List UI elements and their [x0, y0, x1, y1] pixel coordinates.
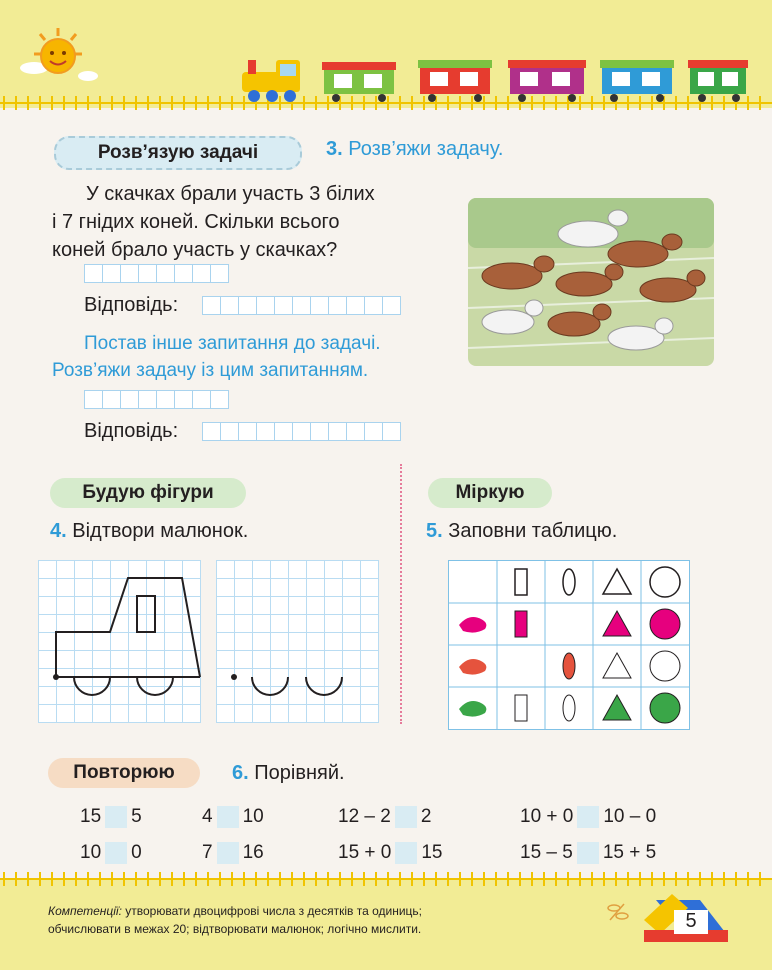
compare-left: 10	[80, 842, 102, 863]
extra-line-2: Розв’яжи задачу із цим запитанням.	[52, 360, 369, 381]
problem-line-2: і 7 гнідих коней. Скільки всього	[52, 211, 340, 233]
page-number: 5	[685, 910, 697, 932]
compare-item	[80, 842, 142, 864]
compare-left: 7	[202, 842, 213, 863]
compare-left: 12 – 2	[338, 806, 391, 827]
compare-box[interactable]	[395, 842, 417, 864]
compare-box[interactable]	[217, 806, 239, 828]
compare-left: 15 + 0	[338, 842, 392, 863]
section-repeat-label: Повторюю	[48, 758, 200, 788]
compare-item	[520, 806, 656, 828]
task3-problem	[52, 180, 442, 264]
compare-box[interactable]	[577, 842, 599, 864]
horses-race-image	[468, 198, 714, 366]
compare-item	[520, 842, 656, 864]
copy-start-drawing	[216, 560, 379, 723]
task3-heading	[326, 138, 503, 161]
solution-cells-1[interactable]	[84, 264, 228, 283]
compare-right: 16	[242, 842, 264, 863]
problem-line-1: У скачках брали участь 3 білих	[86, 183, 375, 205]
dragonfly-icon	[604, 900, 630, 924]
compare-item	[338, 806, 431, 828]
compare-right: 15 + 5	[602, 842, 657, 863]
compare-right: 2	[420, 806, 432, 827]
task5-instruction: Заповни таблицю.	[448, 520, 618, 542]
task3-instruction: Розв’яжи задачу.	[348, 138, 504, 160]
footer-fence	[0, 872, 772, 886]
compare-item	[202, 842, 264, 864]
compare-right: 15	[421, 842, 443, 863]
competencies-line-2: обчислювати в межах 20; відтворювати малюнок; логічно мислити.	[48, 922, 422, 936]
competencies-label: Компетенції:	[48, 904, 122, 918]
section-solve-label: Розв’язую задачі	[54, 136, 302, 170]
task6-number: 6.	[232, 762, 249, 784]
extra-line-1: Постав інше запитання до задачі.	[84, 333, 381, 354]
competencies-line-1: утворювати двоцифрові числа з десятків та одиниць;	[121, 904, 422, 918]
sun-icon	[14, 24, 98, 90]
compare-box[interactable]	[577, 806, 599, 828]
answer-cells-2[interactable]	[202, 422, 400, 441]
answer-label-1: Відповідь:	[84, 294, 179, 316]
solution-cells-2[interactable]	[84, 390, 228, 409]
task5-number: 5.	[426, 520, 443, 542]
task6-heading	[232, 762, 345, 785]
section-think-label: Міркую	[428, 478, 552, 508]
compare-box[interactable]	[105, 806, 127, 828]
compare-left: 10 + 0	[520, 806, 574, 827]
compare-left: 4	[202, 806, 213, 827]
compare-item	[80, 806, 142, 828]
answer-label-2: Відповідь:	[84, 420, 179, 442]
compare-right: 5	[131, 806, 142, 827]
compare-box[interactable]	[105, 842, 127, 864]
compare-item	[338, 842, 443, 864]
problem-line-3: коней брало участь у скачках?	[52, 239, 338, 261]
task3-extra	[52, 330, 462, 384]
train-icon	[232, 50, 748, 108]
answer-cells-1[interactable]	[202, 296, 400, 315]
compare-item	[202, 806, 264, 828]
fill-table-drawing	[449, 561, 689, 729]
compare-right: 10 – 0	[603, 806, 657, 827]
compare-right: 0	[131, 842, 142, 863]
compare-box[interactable]	[217, 842, 239, 864]
compare-left: 15	[80, 806, 102, 827]
task3-number: 3.	[326, 138, 343, 160]
task4-heading	[50, 520, 248, 543]
task6-instruction: Порівняй.	[254, 762, 345, 784]
compare-box[interactable]	[395, 806, 417, 828]
compare-right: 10	[242, 806, 264, 827]
task4-number: 4.	[50, 520, 67, 542]
compare-left: 15 – 5	[520, 842, 573, 863]
column-divider	[400, 464, 402, 724]
task5-heading	[426, 520, 617, 543]
fill-table[interactable]	[448, 560, 690, 730]
sample-drawing	[38, 560, 201, 723]
task4-instruction: Відтвори малюнок.	[72, 520, 249, 542]
section-build-label: Будую фігури	[50, 478, 246, 508]
competencies-text	[48, 902, 422, 938]
